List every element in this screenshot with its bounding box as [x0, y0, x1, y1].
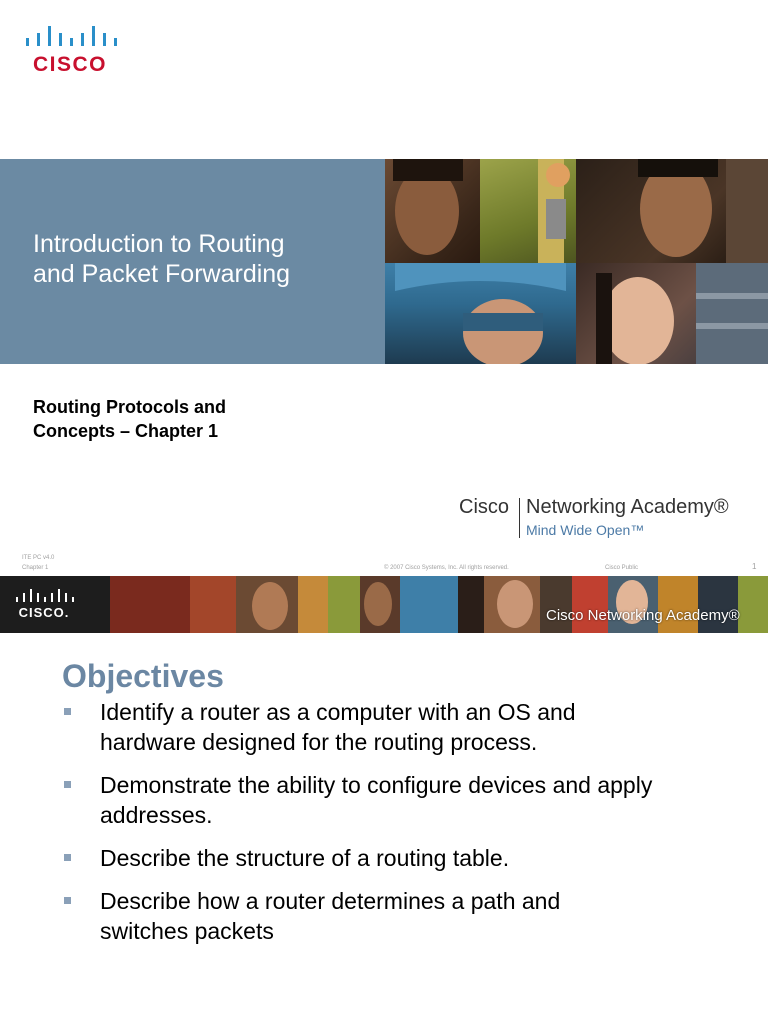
bullet-line1: Describe how a router determines a path and: [100, 888, 561, 914]
networking-academy-logo: [459, 496, 759, 542]
hooded-portrait-photo: [385, 263, 576, 364]
academy-tagline-text: Mind Wide Open™: [526, 522, 645, 538]
cisco-bars-icon: [14, 588, 74, 604]
bullet-square-icon: [64, 854, 71, 861]
academy-divider: [519, 498, 520, 538]
slide-subtitle-line1: Routing Protocols and: [33, 397, 226, 417]
list-item: [62, 697, 742, 757]
slide-title-line1: Introduction to Routing: [33, 230, 285, 258]
bullet-line2: addresses.: [100, 802, 213, 828]
slide-subtitle: [33, 395, 353, 443]
academy-cisco-text: Cisco: [459, 496, 510, 518]
cisco-banner-logo: [14, 588, 74, 624]
cisco-logo-text: CISCO: [32, 53, 107, 76]
slide-title: [33, 229, 373, 289]
bullet-line1: Identify a router as a computer with an OS and: [100, 699, 576, 725]
cisco-bars-icon: [22, 24, 118, 52]
cisco-banner-logo-text: CISCO.: [18, 605, 70, 620]
footer-classification: Cisco Public: [605, 565, 639, 571]
footer-version: ITE PC v4.0: [22, 555, 55, 561]
list-item: [62, 843, 742, 873]
banner-photo-strip: [110, 576, 768, 633]
bullet-square-icon: [64, 781, 71, 788]
photo-collage: [385, 159, 768, 364]
header-banner: [0, 576, 768, 633]
cisco-logo: [22, 24, 118, 76]
footer-chapter: Chapter 1: [22, 565, 49, 571]
objectives-title: Objectives: [62, 658, 224, 694]
portrait-photo: [385, 159, 480, 263]
skateboard-photo: [480, 159, 576, 263]
objectives-list: [62, 697, 742, 959]
title-band: [0, 159, 385, 364]
bullet-line1: Demonstrate the ability to configure devices and apply: [100, 772, 653, 798]
academy-name-text: Networking Academy®: [526, 496, 729, 518]
bullet-square-icon: [64, 708, 71, 715]
banner-academy-text: Cisco Networking Academy®: [546, 607, 740, 624]
footer-copyright: © 2007 Cisco Systems, Inc. All rights reserved.: [384, 565, 509, 571]
objectives-slide: [0, 576, 768, 1024]
list-item: [62, 770, 742, 830]
portrait-photo: [576, 159, 768, 263]
bullet-line2: switches packets: [100, 918, 274, 944]
footer-page-number: 1: [752, 562, 757, 571]
smiling-portrait-photo: [576, 263, 768, 364]
slide-subtitle-line2: Concepts – Chapter 1: [33, 421, 219, 441]
bullet-line2: hardware designed for the routing process.: [100, 729, 538, 755]
bullet-square-icon: [64, 897, 71, 904]
slide-title-line2: and Packet Forwarding: [33, 260, 291, 288]
list-item: [62, 886, 742, 946]
bullet-line1: Describe the structure of a routing table.: [100, 845, 510, 871]
